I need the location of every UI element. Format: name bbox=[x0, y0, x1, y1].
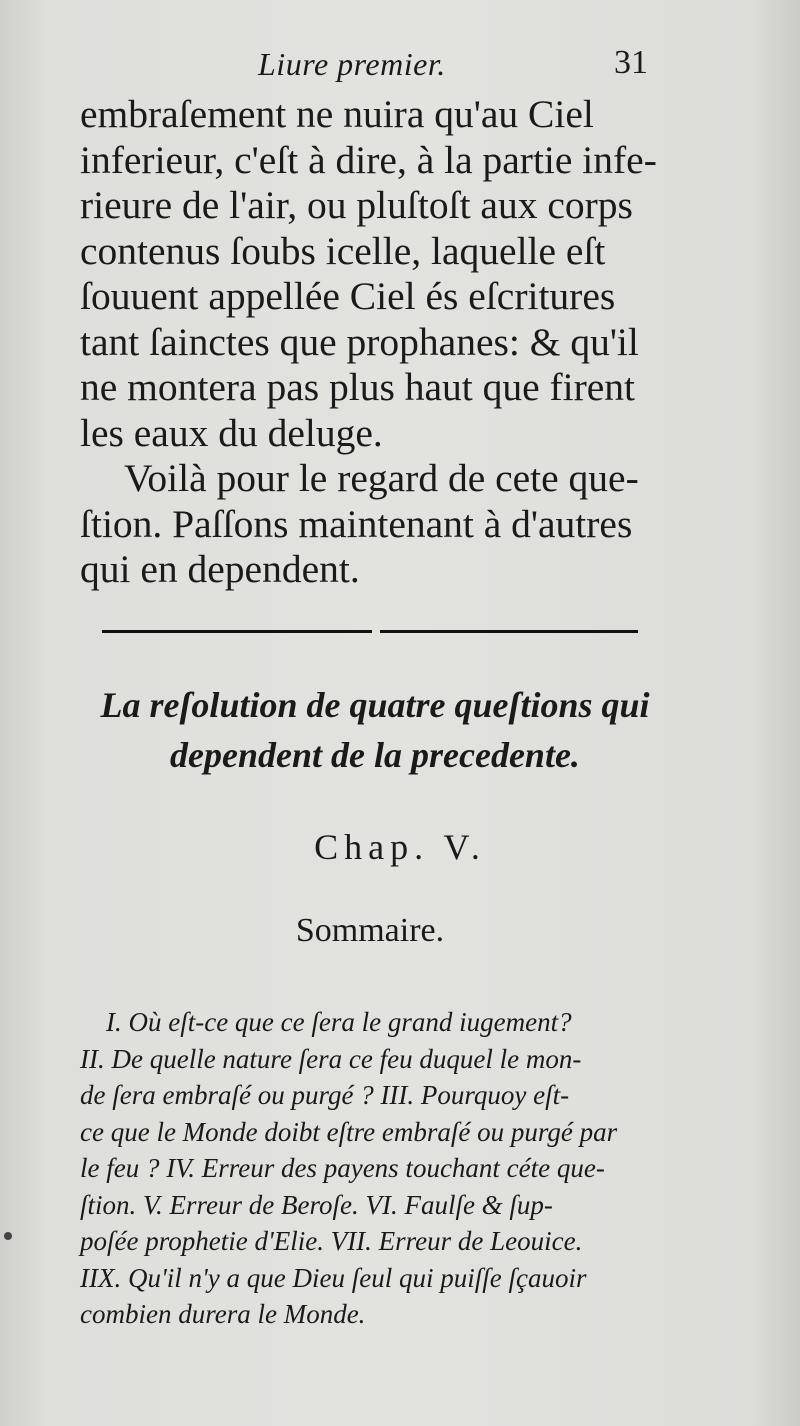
chapter-label: Chap. V. bbox=[314, 827, 486, 867]
text-line: Voilà pour le regard de cete que- bbox=[124, 456, 639, 500]
chapter-title bbox=[80, 680, 670, 780]
body-text bbox=[80, 92, 658, 593]
summary-line: II. De quelle nature ſera ce feu duquel le mon- bbox=[80, 1043, 582, 1074]
text-line: ſouuent appellée Ciel és eſcritures bbox=[80, 274, 616, 318]
summary-line: ce que le Monde doibt eſtre embraſé ou purgé par bbox=[80, 1116, 618, 1147]
summary-heading: Sommaire. bbox=[295, 912, 445, 949]
page-header bbox=[0, 44, 800, 88]
summary-line: ſtion. V. Erreur de Beroſe. VI. Faulſe & ſup- bbox=[80, 1189, 553, 1220]
summary-line: de ſera embraſé ou purgé ? III. Pourquoy eſt- bbox=[80, 1080, 570, 1110]
running-head: Liure premier. bbox=[258, 46, 446, 82]
text-line: rieure de l'air, ou pluſtoſt aux corps bbox=[80, 183, 633, 227]
text-line: ſtion. Paſſons maintenant à d'autres bbox=[80, 501, 633, 546]
summary-line: le feu ? IV. Erreur des payens touchant céte que- bbox=[80, 1153, 605, 1183]
text-line: inferieur, c'eſt à dire, à la partie infe- bbox=[80, 137, 657, 182]
ink-spot bbox=[4, 1232, 12, 1240]
chapter-title-line: dependent de la precedente. bbox=[170, 735, 580, 775]
chapter-title-line: La reſolution de quatre queſtions qui bbox=[100, 685, 650, 725]
text-line: embraſement ne nuira qu'au Ciel bbox=[80, 92, 594, 136]
text-line: ne montera pas plus haut que firent bbox=[80, 365, 636, 409]
chapter-summary bbox=[80, 1004, 660, 1333]
section-rule-right bbox=[380, 630, 638, 633]
summary-line: I. Où eſt-ce que ce ſera le grand iugement? bbox=[106, 1007, 572, 1037]
summary-line: poſée prophetie d'Elie. VII. Erreur de Leouice. bbox=[80, 1226, 583, 1256]
summary-line: IIX. Qu'il n'y a que Dieu ſeul qui puiſſe ſçauoir bbox=[80, 1262, 587, 1293]
summary-line: combien durera le Monde. bbox=[80, 1299, 366, 1329]
page-number: 31 bbox=[614, 44, 648, 81]
text-line: tant ſainctes que prophanes: & qu'il bbox=[80, 319, 639, 364]
text-line: contenus ſoubs icelle, laquelle eſt bbox=[80, 228, 606, 273]
section-rule-left bbox=[102, 630, 372, 633]
text-line: qui en dependent. bbox=[80, 547, 360, 591]
text-line: les eaux du deluge. bbox=[80, 410, 383, 455]
